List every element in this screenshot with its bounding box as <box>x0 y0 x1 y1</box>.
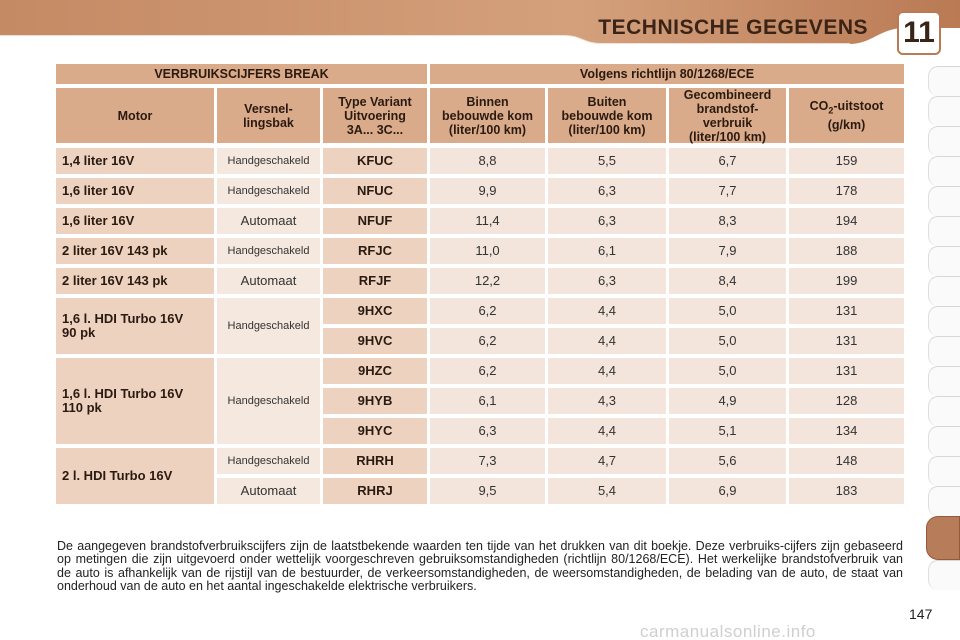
motor-cell: 2 liter 16V 143 pk <box>56 238 214 264</box>
binnen-value-cell: 6,2 <box>430 298 545 324</box>
co2-value-cell: 131 <box>789 328 904 354</box>
co2-value-cell: 199 <box>789 268 904 294</box>
chapter-tab[interactable] <box>928 276 960 306</box>
binnen-value-cell: 11,0 <box>430 238 545 264</box>
type-code-cell: RHRJ <box>323 478 427 504</box>
co2-header-line: $CO_2$-uitstoot <box>809 99 884 116</box>
gecombineerd-value-cell: 4,9 <box>669 388 786 414</box>
col-header-gearbox: Versnel- lingsbak <box>217 88 320 143</box>
co2-value-cell: 134 <box>789 418 904 444</box>
binnen-value-cell: 12,2 <box>430 268 545 294</box>
binnen-value-cell: 9,5 <box>430 478 545 504</box>
footnote-text: De aangegeven brandstofverbruikscijfers zijn de laatstbekende waarden ten tijde van het drukken van dit boekje. Deze verbruiks-cijfers zijn gebaseerd op metingen die zijn uitgevoerd onder wettelijk voorgeschreven gebruiksomstandigheden (richtlijn 80/1268/ECE). Het werkelijke brandstofverbruik van de auto is afhankelijk van de rijstijl van de bestuurder, de verkeersomstandigheden, de weersomstandigheden, de belading van de auto, de staat van onderhoud van de auto en het aantal ingeschakelde elektrische verbruikers. <box>57 539 903 594</box>
page-number: 147 <box>909 606 933 622</box>
gearbox-cell: Automaat <box>217 268 320 294</box>
co2-value-cell: 183 <box>789 478 904 504</box>
chapter-tab[interactable] <box>928 560 960 590</box>
gearbox-cell: Handgeschakeld <box>217 358 320 444</box>
co2-value-cell: 131 <box>789 298 904 324</box>
buiten-value-cell: 6,3 <box>548 268 666 294</box>
buiten-value-cell: 5,5 <box>548 148 666 174</box>
motor-cell: 2 liter 16V 143 pk <box>56 268 214 294</box>
binnen-value-cell: 9,9 <box>430 178 545 204</box>
gecombineerd-value-cell: 5,0 <box>669 298 786 324</box>
type-code-cell: RFJF <box>323 268 427 294</box>
type-code-cell: KFUC <box>323 148 427 174</box>
co2-value-cell: 194 <box>789 208 904 234</box>
chapter-tab[interactable] <box>928 126 960 156</box>
col-header-motor: Motor <box>56 88 214 143</box>
binnen-value-cell: 6,2 <box>430 358 545 384</box>
chapter-tab[interactable] <box>928 366 960 396</box>
type-code-cell: 9HXC <box>323 298 427 324</box>
binnen-value-cell: 6,3 <box>430 418 545 444</box>
chapter-tab[interactable] <box>928 396 960 426</box>
chapter-tab[interactable] <box>928 426 960 456</box>
col-header-type: Type Variant Uitvoering 3A... 3C... <box>323 88 427 143</box>
gearbox-cell: Automaat <box>217 208 320 234</box>
type-code-cell: NFUC <box>323 178 427 204</box>
binnen-value-cell: 7,3 <box>430 448 545 474</box>
binnen-value-cell: 11,4 <box>430 208 545 234</box>
gecombineerd-value-cell: 5,6 <box>669 448 786 474</box>
chapter-tab[interactable] <box>928 186 960 216</box>
type-code-cell: 9HYC <box>323 418 427 444</box>
chapter-tab[interactable] <box>928 336 960 366</box>
chapter-tab-active[interactable] <box>926 516 960 560</box>
chapter-tab[interactable] <box>928 216 960 246</box>
chapter-tab-strip <box>928 66 960 626</box>
motor-cell: 1,6 liter 16V <box>56 208 214 234</box>
buiten-value-cell: 6,1 <box>548 238 666 264</box>
binnen-value-cell: 6,1 <box>430 388 545 414</box>
col-header-binnen: Binnen bebouwde kom (liter/100 km) <box>430 88 545 143</box>
page-title: TECHNISCHE GEGEVENS <box>598 16 868 39</box>
group-header-right: Volgens richtlijn 80/1268/ECE <box>430 64 904 84</box>
gecombineerd-value-cell: 6,7 <box>669 148 786 174</box>
col-header-co2 <box>789 88 904 143</box>
chapter-tab[interactable] <box>928 246 960 276</box>
motor-cell: 1,6 liter 16V <box>56 178 214 204</box>
motor-cell: 1,4 liter 16V <box>56 148 214 174</box>
chapter-number-badge: 11 <box>897 11 941 55</box>
gearbox-cell: Handgeschakeld <box>217 298 320 354</box>
co2-value-cell: 159 <box>789 148 904 174</box>
gearbox-cell: Handgeschakeld <box>217 178 320 204</box>
buiten-value-cell: 4,4 <box>548 358 666 384</box>
watermark: carmanualsonline.info <box>640 622 816 640</box>
gecombineerd-value-cell: 6,9 <box>669 478 786 504</box>
buiten-value-cell: 4,4 <box>548 328 666 354</box>
gecombineerd-value-cell: 5,1 <box>669 418 786 444</box>
gecombineerd-value-cell: 8,4 <box>669 268 786 294</box>
type-code-cell: 9HVC <box>323 328 427 354</box>
chapter-tab[interactable] <box>928 66 960 96</box>
gecombineerd-value-cell: 5,0 <box>669 328 786 354</box>
chapter-tab[interactable] <box>928 456 960 486</box>
gearbox-cell: Handgeschakeld <box>217 148 320 174</box>
buiten-value-cell: 5,4 <box>548 478 666 504</box>
gecombineerd-value-cell: 7,7 <box>669 178 786 204</box>
type-code-cell: RHRH <box>323 448 427 474</box>
chapter-tab[interactable] <box>928 156 960 186</box>
co2-value-cell: 131 <box>789 358 904 384</box>
gearbox-cell: Automaat <box>217 478 320 504</box>
co2-value-cell: 178 <box>789 178 904 204</box>
buiten-value-cell: 4,3 <box>548 388 666 414</box>
buiten-value-cell: 6,3 <box>548 208 666 234</box>
chapter-tab[interactable] <box>928 96 960 126</box>
co2-value-cell: 188 <box>789 238 904 264</box>
gearbox-cell: Handgeschakeld <box>217 238 320 264</box>
buiten-value-cell: 4,7 <box>548 448 666 474</box>
type-code-cell: 9HYB <box>323 388 427 414</box>
gearbox-cell: Handgeschakeld <box>217 448 320 474</box>
buiten-value-cell: 6,3 <box>548 178 666 204</box>
binnen-value-cell: 6,2 <box>430 328 545 354</box>
motor-cell: 1,6 l. HDI Turbo 16V 110 pk <box>56 358 214 444</box>
co2-value-cell: 128 <box>789 388 904 414</box>
chapter-tab[interactable] <box>928 486 960 516</box>
gecombineerd-value-cell: 5,0 <box>669 358 786 384</box>
group-header-left: VERBRUIKSCIJFERS BREAK <box>56 64 427 84</box>
chapter-tab[interactable] <box>928 306 960 336</box>
binnen-value-cell: 8,8 <box>430 148 545 174</box>
col-header-gecombineerd: Gecombineerd brandstof- verbruik (liter/100 km) <box>669 88 786 143</box>
gecombineerd-value-cell: 8,3 <box>669 208 786 234</box>
gecombineerd-value-cell: 7,9 <box>669 238 786 264</box>
co2-value-cell: 148 <box>789 448 904 474</box>
type-code-cell: 9HZC <box>323 358 427 384</box>
buiten-value-cell: 4,4 <box>548 418 666 444</box>
buiten-value-cell: 4,4 <box>548 298 666 324</box>
co2-header-unit: (g/km) <box>827 117 866 132</box>
type-code-cell: RFJC <box>323 238 427 264</box>
motor-cell: 2 l. HDI Turbo 16V <box>56 448 214 504</box>
col-header-buiten: Buiten bebouwde kom (liter/100 km) <box>548 88 666 143</box>
type-code-cell: NFUF <box>323 208 427 234</box>
motor-cell: 1,6 l. HDI Turbo 16V 90 pk <box>56 298 214 354</box>
